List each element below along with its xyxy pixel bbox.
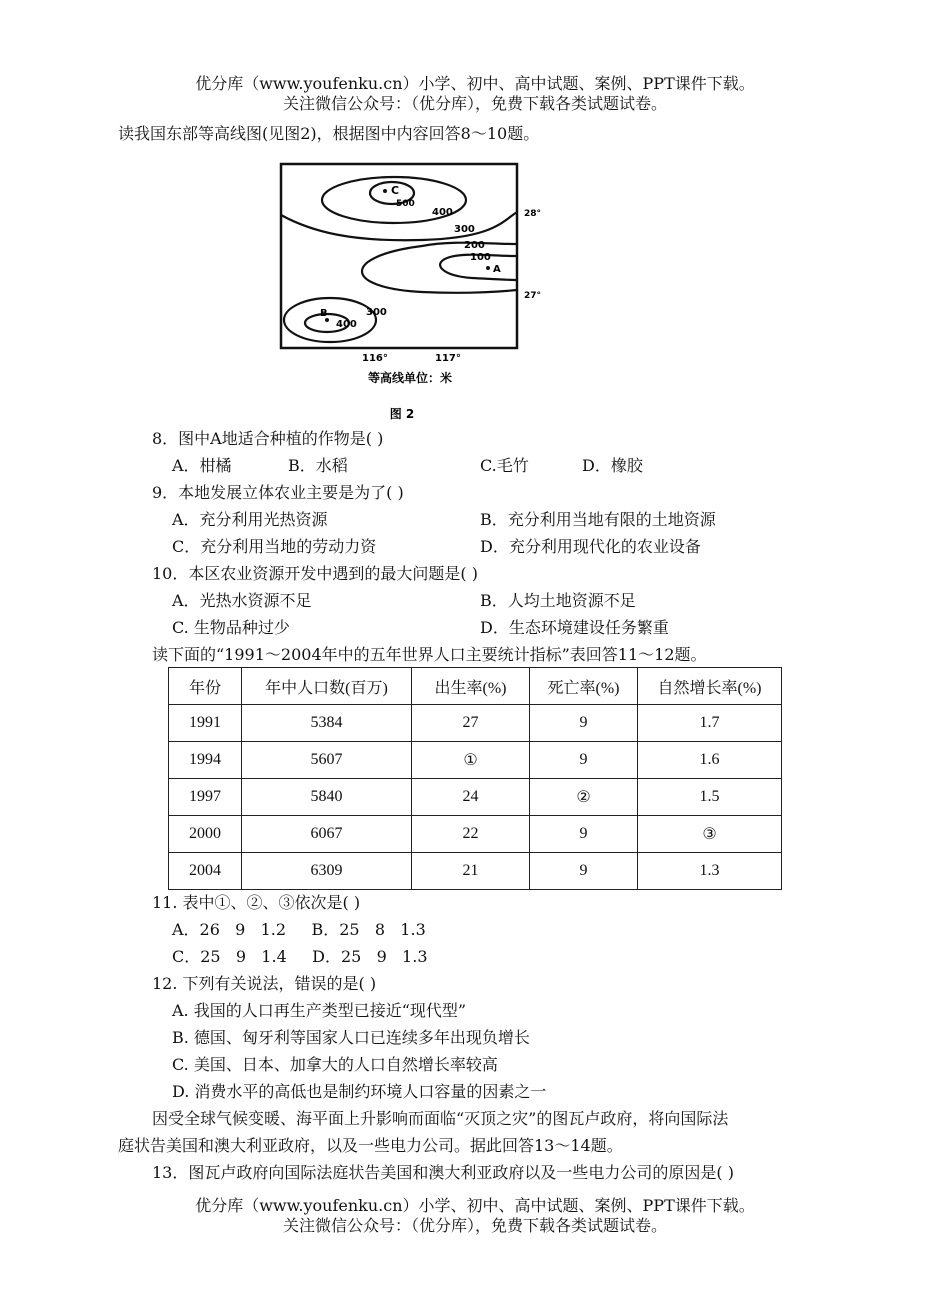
contour-b-300 — [284, 298, 376, 342]
table-row — [169, 705, 782, 742]
q8-option-b: B．水稻 — [288, 456, 348, 475]
label-lat-28: 28° — [524, 209, 542, 219]
table-cell: 9 — [530, 742, 638, 779]
label-b-400: 400 — [336, 319, 357, 330]
table-cell: ② — [530, 779, 638, 816]
label-100: 100 — [470, 252, 491, 263]
table-cell: 2000 — [169, 816, 242, 853]
table-cell: ① — [412, 742, 530, 779]
q11-options-cd: C．25 9 1.4 D．25 9 1.3 — [172, 947, 428, 966]
q9-option-c: C．充分利用当地的劳动力资 — [172, 537, 377, 556]
table-cell: 1.7 — [638, 705, 782, 742]
q10-stem: 10．本区农业资源开发中遇到的最大问题是( ) — [152, 564, 478, 583]
figure-caption: 图 2 — [389, 407, 415, 421]
table-cell: 21 — [412, 853, 530, 890]
footer-line-1: 优分库（www.youfenku.cn）小学、初中、高中试题、案例、PPT课件下载。 — [195, 1196, 755, 1215]
intro-contour-map: 读我国东部等高线图(见图2)，根据图中内容回答8～10题。 — [118, 124, 540, 143]
table-header-row — [169, 668, 782, 705]
q12-option-a: A. 我国的人口再生产类型已接近“现代型” — [172, 1001, 467, 1020]
table-header-cell: 年份 — [169, 668, 242, 705]
table-header-cell: 自然增长率(%) — [638, 668, 782, 705]
label-a: A — [493, 264, 501, 275]
table-cell: 22 — [412, 816, 530, 853]
label-c: C — [391, 184, 400, 197]
table-header-cell: 年中人口数(百万) — [242, 668, 412, 705]
q9-option-b: B．充分利用当地有限的土地资源 — [480, 510, 716, 529]
point-a-marker — [486, 266, 490, 270]
map-unit-label: 等高线单位：米 — [367, 371, 453, 385]
label-c-500: 500 — [396, 199, 415, 209]
table-row — [169, 779, 782, 816]
q8-option-d: D．橡胶 — [582, 456, 643, 475]
label-b-300: 300 — [366, 307, 387, 318]
footer-line-2: 关注微信公众号：（优分库），免费下载各类试题试卷。 — [282, 1216, 667, 1235]
label-lon-116: 116° — [362, 353, 388, 364]
table-cell: 1.3 — [638, 853, 782, 890]
table-cell: 9 — [530, 853, 638, 890]
q12-option-b: B. 德国、匈牙利等国家人口已连续多年出现负增长 — [172, 1028, 530, 1047]
intro-tuvalu-line-2: 庭状告美国和澳大利亚政府，以及一些电力公司。据此回答13～14题。 — [118, 1136, 623, 1155]
q12-option-c: C. 美国、日本、加拿大的人口自然增长率较高 — [172, 1055, 498, 1074]
table-cell: 24 — [412, 779, 530, 816]
table-cell: 9 — [530, 705, 638, 742]
population-table — [168, 667, 782, 890]
q10-option-d: D．生态环境建设任务繁重 — [480, 618, 669, 637]
table-cell: 1997 — [169, 779, 242, 816]
q8-stem: 8．图中A地适合种植的作物是( ) — [152, 429, 384, 448]
contour-map — [272, 160, 542, 425]
intro-tuvalu-line-1: 因受全球气候变暖、海平面上升影响而面临“灭顶之灾”的图瓦卢政府，将向国际法 — [152, 1109, 729, 1128]
header-line-1: 优分库（www.youfenku.cn）小学、初中、高中试题、案例、PPT课件下载。 — [195, 74, 755, 93]
table-row — [169, 742, 782, 779]
table-cell: 1991 — [169, 705, 242, 742]
q10-option-c: C. 生物品种过少 — [172, 618, 290, 637]
table-row — [169, 816, 782, 853]
label-300: 300 — [454, 224, 475, 235]
point-c-marker — [383, 189, 387, 193]
label-lat-27: 27° — [524, 291, 542, 301]
q8-option-c: C.毛竹 — [480, 456, 529, 475]
label-400: 400 — [432, 207, 453, 218]
table-cell: 1.6 — [638, 742, 782, 779]
q12-stem: 12. 下列有关说法，错误的是( ) — [152, 974, 377, 993]
label-lon-117: 117° — [435, 353, 461, 364]
table-cell: 9 — [530, 816, 638, 853]
table-cell: 5384 — [242, 705, 412, 742]
table-cell: ③ — [638, 816, 782, 853]
table-cell: 27 — [412, 705, 530, 742]
q12-option-d: D. 消费水平的高低也是制约环境人口容量的因素之一 — [172, 1082, 547, 1101]
q9-option-d: D．充分利用现代化的农业设备 — [480, 537, 701, 556]
table-cell: 5607 — [242, 742, 412, 779]
table-cell: 2004 — [169, 853, 242, 890]
q9-stem: 9．本地发展立体农业主要是为了( ) — [152, 483, 404, 502]
table-cell: 1.5 — [638, 779, 782, 816]
table-row — [169, 853, 782, 890]
table-cell: 1994 — [169, 742, 242, 779]
table-cell: 6309 — [242, 853, 412, 890]
header-line-2: 关注微信公众号：（优分库），免费下载各类试题试卷。 — [282, 94, 667, 113]
label-200: 200 — [464, 240, 485, 251]
table-cell: 6067 — [242, 816, 412, 853]
table-cell: 5840 — [242, 779, 412, 816]
label-b: B — [320, 308, 328, 319]
q11-options-ab: A．26 9 1.2 B．25 8 1.3 — [172, 920, 426, 939]
q9-option-a: A．充分利用光热资源 — [172, 510, 328, 529]
contour-map-figure — [272, 160, 542, 425]
intro-population-table: 读下面的“1991～2004年中的五年世界人口主要统计指标”表回答11～12题。 — [152, 645, 707, 664]
q10-option-a: A．光热水资源不足 — [172, 591, 312, 610]
table-header-cell: 死亡率(%) — [530, 668, 638, 705]
q13-stem: 13．图瓦卢政府向国际法庭状告美国和澳大利亚政府以及一些电力公司的原因是( ) — [152, 1163, 734, 1182]
q11-stem: 11. 表中①、②、③依次是( ) — [152, 893, 361, 912]
q10-option-b: B．人均土地资源不足 — [480, 591, 636, 610]
contour-300 — [281, 212, 517, 240]
table-header-cell: 出生率(%) — [412, 668, 530, 705]
q8-option-a: A．柑橘 — [172, 456, 232, 475]
